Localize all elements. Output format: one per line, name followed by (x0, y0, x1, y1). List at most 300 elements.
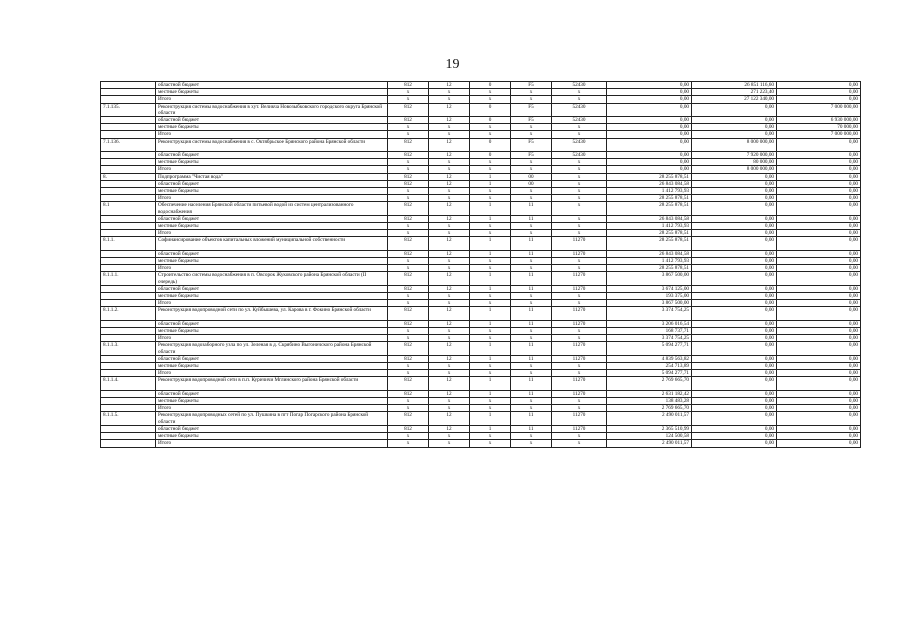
row-description: Итого (156, 265, 388, 272)
code-4: 11 (511, 320, 552, 327)
code-1: 812 (388, 355, 429, 362)
amount-2: 0,00 (692, 188, 777, 195)
code-3: x (470, 223, 511, 230)
code-1: x (388, 328, 429, 335)
amount-2: 0,00 (692, 265, 777, 272)
code-3: x (470, 328, 511, 335)
table-row (101, 328, 861, 335)
amount-1: 0,00 (607, 166, 692, 173)
row-description: Итого (156, 96, 388, 103)
code-2: 12 (429, 412, 470, 425)
code-3: x (470, 96, 511, 103)
table-row (101, 131, 861, 138)
code-4: x (511, 258, 552, 265)
amount-1: 138 483,28 (607, 398, 692, 405)
table-row (101, 433, 861, 440)
amount-2: 0,00 (692, 215, 777, 222)
code-5: x (552, 293, 607, 300)
code-5: 52430 (552, 103, 607, 116)
code-2: 12 (429, 390, 470, 397)
amount-2: 7 920 000,00 (692, 152, 777, 159)
amount-3: 0,00 (777, 433, 861, 440)
amount-2: 0,00 (692, 377, 777, 390)
row-number: 8.1.1.3. (101, 342, 156, 355)
row-description: местные бюджеты (156, 293, 388, 300)
amount-3: 6 930 000,00 (777, 117, 861, 124)
amount-1: 0,00 (607, 82, 692, 89)
row-description: местные бюджеты (156, 398, 388, 405)
amount-2: 0,00 (692, 405, 777, 412)
row-description: областной бюджет (156, 285, 388, 292)
code-3: x (470, 335, 511, 342)
code-5: x (552, 215, 607, 222)
code-1: x (388, 433, 429, 440)
amount-1: 0,00 (607, 159, 692, 166)
row-number (101, 152, 156, 159)
amount-1: 28 255 878,51 (607, 237, 692, 250)
code-4: 00 (511, 173, 552, 180)
code-2: 12 (429, 320, 470, 327)
table-row (101, 363, 861, 370)
row-description: Реконструкция водозаборного узла по ул. Зеленая в д. Скрябино Выгоничского района Брянской области (156, 342, 388, 355)
row-number (101, 117, 156, 124)
table-row (101, 159, 861, 166)
code-1: 812 (388, 272, 429, 285)
amount-3: 0,00 (777, 152, 861, 159)
code-1: 812 (388, 250, 429, 257)
row-description: Реконструкция водопроводной сети по ул. Куйбышева, ул. Карова в г. Фокино Брянской области (156, 307, 388, 320)
code-2: x (429, 96, 470, 103)
row-number (101, 89, 156, 96)
amount-1: 28 255 878,51 (607, 195, 692, 202)
code-4: x (511, 131, 552, 138)
amount-2: 0,00 (692, 195, 777, 202)
row-number (101, 258, 156, 265)
table-row (101, 180, 861, 187)
code-4: 11 (511, 237, 552, 250)
code-1: x (388, 440, 429, 447)
table-row (101, 124, 861, 131)
code-4: F5 (511, 103, 552, 116)
code-5: x (552, 440, 607, 447)
amount-3: 0,00 (777, 363, 861, 370)
table-row (101, 215, 861, 222)
code-1: x (388, 96, 429, 103)
code-4: x (511, 335, 552, 342)
code-3: x (470, 398, 511, 405)
table-row (101, 82, 861, 89)
code-2: 12 (429, 215, 470, 222)
table-row (101, 370, 861, 377)
code-3: 1 (470, 173, 511, 180)
table-row (101, 335, 861, 342)
code-1: 812 (388, 173, 429, 180)
amount-3: 0,00 (777, 237, 861, 250)
row-description: Итого (156, 195, 388, 202)
row-description: областной бюджет (156, 320, 388, 327)
row-number (101, 390, 156, 397)
amount-1: 28 255 878,51 (607, 265, 692, 272)
code-3: x (470, 293, 511, 300)
amount-1: 3 206 016,54 (607, 320, 692, 327)
code-3: x (470, 230, 511, 237)
amount-3: 0,00 (777, 425, 861, 432)
code-5: x (552, 188, 607, 195)
row-description: Реконструкция водопроводной сети в п.п. Куричичи Мглинского района Брянской области (156, 377, 388, 390)
row-description: местные бюджеты (156, 258, 388, 265)
amount-2: 8 000 000,00 (692, 166, 777, 173)
code-5: x (552, 363, 607, 370)
code-1: 812 (388, 390, 429, 397)
amount-2: 0,00 (692, 180, 777, 187)
table-row (101, 265, 861, 272)
amount-3: 0,00 (777, 159, 861, 166)
row-number (101, 159, 156, 166)
code-4: x (511, 188, 552, 195)
row-description: местные бюджеты (156, 89, 388, 96)
code-4: x (511, 300, 552, 307)
table-row (101, 285, 861, 292)
amount-2: 0,00 (692, 293, 777, 300)
amount-2: 0,00 (692, 173, 777, 180)
row-number (101, 124, 156, 131)
code-3: x (470, 166, 511, 173)
amount-2: 0,00 (692, 328, 777, 335)
code-5: 11270 (552, 425, 607, 432)
row-description: Итого (156, 166, 388, 173)
row-number: 8.1.1.5. (101, 412, 156, 425)
amount-1: 3 374 754,25 (607, 335, 692, 342)
row-description: областной бюджет (156, 152, 388, 159)
code-5: 52430 (552, 138, 607, 151)
amount-3: 0,00 (777, 320, 861, 327)
code-2: 12 (429, 377, 470, 390)
row-description: Итого (156, 335, 388, 342)
code-1: 812 (388, 285, 429, 292)
row-number (101, 300, 156, 307)
code-2: 12 (429, 425, 470, 432)
code-1: 812 (388, 82, 429, 89)
row-number: 7.1.136. (101, 138, 156, 151)
row-description: Реконструкция системы водоснабжения в хут. Великча Новозыбковского городского округа Брянской области (156, 103, 388, 116)
code-1: x (388, 405, 429, 412)
row-number (101, 433, 156, 440)
table-row (101, 237, 861, 250)
table-row (101, 188, 861, 195)
code-2: 12 (429, 250, 470, 257)
code-5: x (552, 159, 607, 166)
code-1: x (388, 166, 429, 173)
amount-2: 0,00 (692, 320, 777, 327)
code-4: 11 (511, 342, 552, 355)
amount-2: 0,00 (692, 103, 777, 116)
table-row (101, 320, 861, 327)
code-2: x (429, 440, 470, 447)
code-3: x (470, 131, 511, 138)
code-3: 1 (470, 250, 511, 257)
code-2: x (429, 363, 470, 370)
row-number (101, 370, 156, 377)
row-number (101, 425, 156, 432)
code-5: 11270 (552, 307, 607, 320)
code-2: 12 (429, 152, 470, 159)
amount-3: 0,00 (777, 215, 861, 222)
code-1: 812 (388, 202, 429, 215)
amount-1: 4 839 563,82 (607, 355, 692, 362)
code-1: 812 (388, 412, 429, 425)
table-row (101, 390, 861, 397)
amount-1: 193 375,00 (607, 293, 692, 300)
amount-3: 0,00 (777, 293, 861, 300)
amount-1: 3 867 500,00 (607, 300, 692, 307)
amount-3: 7 000 000,00 (777, 131, 861, 138)
row-number (101, 265, 156, 272)
amount-3: 0,00 (777, 398, 861, 405)
table-row (101, 258, 861, 265)
code-2: 12 (429, 138, 470, 151)
code-1: 812 (388, 152, 429, 159)
code-4: 11 (511, 412, 552, 425)
code-5: x (552, 195, 607, 202)
amount-1: 26 843 084,58 (607, 180, 692, 187)
amount-3: 0,00 (777, 265, 861, 272)
amount-2: 0,00 (692, 300, 777, 307)
amount-3: 0,00 (777, 250, 861, 257)
code-1: 812 (388, 117, 429, 124)
row-number (101, 328, 156, 335)
row-number (101, 363, 156, 370)
code-4: 11 (511, 425, 552, 432)
code-4: x (511, 223, 552, 230)
amount-3: 0,00 (777, 202, 861, 215)
table-row (101, 202, 861, 215)
code-5: x (552, 398, 607, 405)
amount-2: 0,00 (692, 230, 777, 237)
code-4: 11 (511, 215, 552, 222)
row-description: областной бюджет (156, 117, 388, 124)
code-5: 11270 (552, 272, 607, 285)
code-3: x (470, 265, 511, 272)
table-row (101, 300, 861, 307)
code-4: 11 (511, 272, 552, 285)
amount-3: 0,00 (777, 440, 861, 447)
table-row (101, 173, 861, 180)
code-5: x (552, 223, 607, 230)
code-2: x (429, 223, 470, 230)
code-5: x (552, 230, 607, 237)
row-description: областной бюджет (156, 390, 388, 397)
amount-1: 2 365 510,99 (607, 425, 692, 432)
amount-3: 0,00 (777, 328, 861, 335)
amount-1: 0,00 (607, 96, 692, 103)
amount-3: 0,00 (777, 412, 861, 425)
amount-3: 0,00 (777, 355, 861, 362)
row-number (101, 223, 156, 230)
table-row (101, 377, 861, 390)
amount-3: 0,00 (777, 258, 861, 265)
code-4: x (511, 398, 552, 405)
code-5: x (552, 96, 607, 103)
code-5: x (552, 124, 607, 131)
amount-2: 271 223,40 (692, 89, 777, 96)
code-3: x (470, 188, 511, 195)
amount-3: 7 000 000,00 (777, 103, 861, 116)
amount-1: 3 867 500,00 (607, 272, 692, 285)
code-5: x (552, 328, 607, 335)
code-1: 812 (388, 180, 429, 187)
row-number (101, 250, 156, 257)
code-3: 1 (470, 202, 511, 215)
table-row (101, 272, 861, 285)
row-number (101, 293, 156, 300)
row-number (101, 96, 156, 103)
amount-3: 0,00 (777, 195, 861, 202)
code-2: x (429, 195, 470, 202)
code-3: x (470, 195, 511, 202)
amount-2: 0,00 (692, 223, 777, 230)
code-3: 1 (470, 180, 511, 187)
code-5: x (552, 180, 607, 187)
amount-1: 0,00 (607, 117, 692, 124)
amount-1: 1 412 793,93 (607, 188, 692, 195)
code-2: x (429, 124, 470, 131)
amount-3: 0,00 (777, 173, 861, 180)
code-4: x (511, 405, 552, 412)
code-4: x (511, 195, 552, 202)
code-1: 812 (388, 342, 429, 355)
amount-1: 5 094 277,71 (607, 370, 692, 377)
code-4: x (511, 440, 552, 447)
row-description: областной бюджет (156, 425, 388, 432)
code-5: x (552, 131, 607, 138)
code-5: 11270 (552, 285, 607, 292)
table-row (101, 103, 861, 116)
amount-2: 0,00 (692, 370, 777, 377)
amount-3: 0,00 (777, 370, 861, 377)
code-1: x (388, 363, 429, 370)
amount-3: 0,00 (777, 405, 861, 412)
table-row (101, 230, 861, 237)
amount-2: 0,00 (692, 440, 777, 447)
row-description: Реконструкция системы водоснабжения в с. Октябрьское Брянского района Брянской области (156, 138, 388, 151)
row-description: Обеспечение населения Брянской области питьевой водой из систем централизованного водоснабжения (156, 202, 388, 215)
code-5: x (552, 265, 607, 272)
code-5: x (552, 202, 607, 215)
row-number (101, 405, 156, 412)
amount-1: 26 843 084,58 (607, 215, 692, 222)
code-2: x (429, 398, 470, 405)
code-3: 0 (470, 117, 511, 124)
code-1: x (388, 398, 429, 405)
row-description: Строительство системы водоснабжения в п. Овсорок Жуковского района Брянской области (II очередь) (156, 272, 388, 285)
code-5: x (552, 166, 607, 173)
code-2: 12 (429, 202, 470, 215)
code-4: 11 (511, 250, 552, 257)
code-4: 11 (511, 377, 552, 390)
code-3: 1 (470, 377, 511, 390)
code-2: x (429, 131, 470, 138)
code-2: 12 (429, 180, 470, 187)
amount-3: 0,00 (777, 230, 861, 237)
row-number (101, 166, 156, 173)
code-2: x (429, 433, 470, 440)
amount-1: 2 490 011,57 (607, 412, 692, 425)
amount-1: 28 255 878,51 (607, 202, 692, 215)
code-5: x (552, 258, 607, 265)
code-2: 12 (429, 342, 470, 355)
amount-3: 0,00 (777, 180, 861, 187)
row-description: местные бюджеты (156, 328, 388, 335)
amount-3: 0,00 (777, 307, 861, 320)
code-3: 1 (470, 215, 511, 222)
amount-1: 0,00 (607, 138, 692, 151)
code-5: 11270 (552, 390, 607, 397)
row-description: Итого (156, 300, 388, 307)
code-1: x (388, 335, 429, 342)
code-4: x (511, 89, 552, 96)
amount-2: 0,00 (692, 202, 777, 215)
amount-2: 0,00 (692, 131, 777, 138)
code-2: 12 (429, 237, 470, 250)
code-5: x (552, 335, 607, 342)
code-1: x (388, 230, 429, 237)
row-number: 8.1.1.2. (101, 307, 156, 320)
row-description: Подпрограмма "Чистая вода" (156, 173, 388, 180)
code-3: x (470, 300, 511, 307)
amount-1: 0,00 (607, 131, 692, 138)
code-1: 812 (388, 320, 429, 327)
amount-2: 0,00 (692, 117, 777, 124)
code-1: x (388, 258, 429, 265)
code-5: 52430 (552, 117, 607, 124)
amount-1: 254 713,89 (607, 363, 692, 370)
row-number (101, 285, 156, 292)
table-row (101, 89, 861, 96)
code-2: x (429, 230, 470, 237)
row-number (101, 215, 156, 222)
row-number: 8.1.1.4. (101, 377, 156, 390)
table-body (101, 82, 861, 448)
code-5: 52430 (552, 82, 607, 89)
amount-3: 0,00 (777, 223, 861, 230)
row-description: областной бюджет (156, 82, 388, 89)
code-4: x (511, 293, 552, 300)
code-2: x (429, 293, 470, 300)
table-row (101, 250, 861, 257)
amount-1: 2 631 182,42 (607, 390, 692, 397)
row-description: Итого (156, 370, 388, 377)
code-4: F5 (511, 82, 552, 89)
code-3: 1 (470, 342, 511, 355)
code-4: F5 (511, 138, 552, 151)
amount-3: 0,00 (777, 166, 861, 173)
amount-1: 1 412 793,93 (607, 223, 692, 230)
table-row (101, 412, 861, 425)
code-3: 1 (470, 425, 511, 432)
amount-2: 0,00 (692, 258, 777, 265)
code-3: 1 (470, 355, 511, 362)
amount-3: 0,00 (777, 82, 861, 89)
code-1: x (388, 223, 429, 230)
amount-1: 2 490 011,57 (607, 440, 692, 447)
row-number (101, 188, 156, 195)
amount-1: 1 412 793,93 (607, 258, 692, 265)
row-number (101, 230, 156, 237)
table-row (101, 440, 861, 447)
amount-1: 5 094 277,71 (607, 342, 692, 355)
code-2: x (429, 300, 470, 307)
code-4: x (511, 328, 552, 335)
